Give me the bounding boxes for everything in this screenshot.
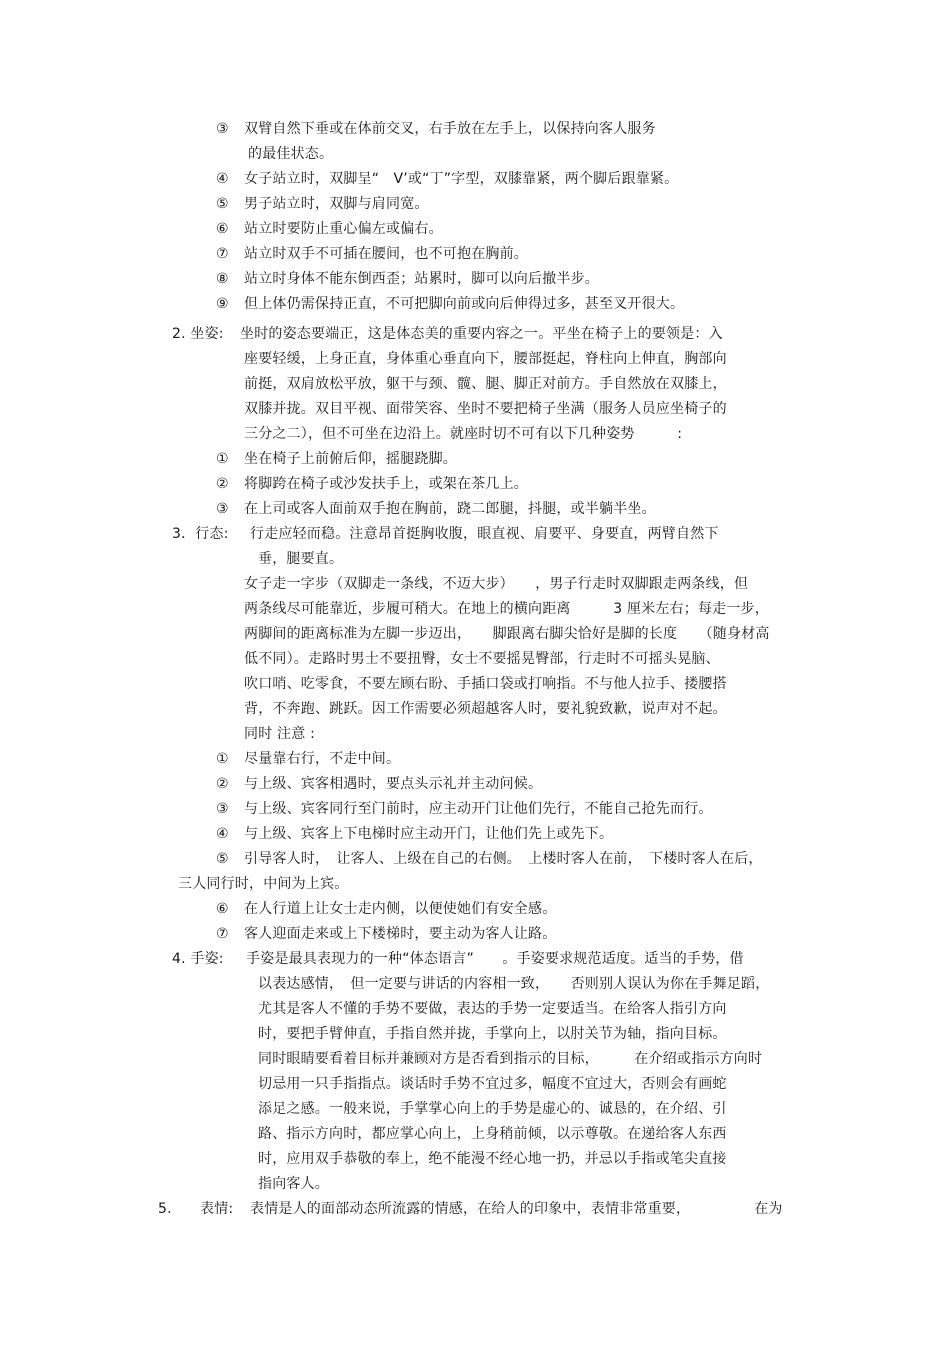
item-number: ④ [216,171,229,187]
item-number: ⑤ [216,851,229,867]
paragraph-line: 指向客人。 [258,1176,329,1192]
paragraph-line: 三分之二），但不可坐在边沿上。就座时切不可有以下几种姿势 : [244,426,683,442]
item-number: ① [216,751,229,767]
item-number: ⑦ [216,926,229,942]
list-item-text: 客人迎面走来或上下楼梯时，要主动为客人让路。 [244,926,557,942]
list-item-text: 在上司或客人面前双手抱在胸前，跷二郎腿，抖腿，或半躺半坐。 [244,501,656,517]
item-number: ③ [216,121,229,137]
paragraph-line: 三人同行时，中间为上宾。 [178,876,349,892]
item-number: ⑤ [216,196,229,212]
section-heading: 4. 手姿: [172,951,224,967]
list-item-text: 在人行道上让女士走内侧，以便使她们有安全感。 [244,901,557,917]
paragraph-line: 吹口哨、吃零食，不要左顾右盼、手插口袋或打响指。不与他人拉手、搂腰搭 [244,676,727,692]
paragraph-line: 切忌用一只手指指点。谈话时手势不宜过多，幅度不宜过大，否则会有画蛇 [258,1076,727,1092]
item-number: ② [216,476,229,492]
list-item-text: 双臂自然下垂或在体前交叉，右手放在左手上，以保持向客人服务 [244,121,656,137]
paragraph-line: 前挺，双肩放松平放，躯干与颈、髋、腿、脚正对前方。手自然放在双膝上， [244,376,727,392]
paragraph-line: 女子走一字步（双脚走一条线，不迈大步） ，男子行走时双脚跟走两条线，但 [244,576,749,592]
paragraph-line: 两条线尽可能靠近，步履可稍大。在地上的横向距离 3 厘米左右；每走一步， [244,601,769,617]
item-number: ① [216,451,229,467]
paragraph-line: 行走应轻而稳。注意昂首挺胸收腹，眼直视、肩要平、身要直，两臂自然下 [250,526,719,542]
list-item-text: 但上体仍需保持正直，不可把脚向前或向后伸得过多，甚至叉开很大。 [244,296,685,312]
list-item-text: 站立时身体不能东倒西歪；站累时，脚可以向后撤半步。 [244,271,599,287]
list-item-text: 引导客人时， 让客人、上级在自己的右侧。 上楼时客人在前， 下楼时客人在后， [244,851,763,867]
list-item-text: 与上级、宾客上下电梯时应主动开门，让他们先上或先下。 [244,826,614,842]
paragraph-line: 低不同）。走路时男士不要扭臀，女士不要摇晃臀部，行走时不可摇头晃脑、 [244,651,720,667]
paragraph-line: 以表达感情， 但一定要与讲话的内容相一致， 否则别人误认为你在手舞足蹈， [258,976,770,992]
paragraph-line: 座要轻缓，上身正直，身体重心垂直向下，腰部挺起，脊柱向上伸直，胸部向 [244,351,727,367]
section-heading: 表情: [200,1201,234,1217]
paragraph-line: 尤其是客人不懂的手势不要做，表达的手势一定要适当。在给客人指引方向 [258,1001,727,1017]
list-item-text: 尽量靠右行，不走中间。 [244,751,401,767]
paragraph-line: 手姿是最具表现力的一种“体态语言” 。手姿要求规范适度。适当的手势，借 [246,951,744,967]
paragraph-line: 两脚间的距离标准为左脚一步迈出， 脚跟离右脚尖恰好是脚的长度 （随身材高 [244,626,770,642]
item-number: ⑥ [216,221,229,237]
section-number: 5. [158,1201,172,1217]
item-number: ⑦ [216,246,229,262]
list-item-text: 将脚跨在椅子或沙发扶手上，或架在茶几上。 [244,476,528,492]
paragraph-line: 背，不奔跑、跳跃。因工作需要必须超越客人时，要礼貌致歉，说声对不起。 [244,701,727,717]
paragraph-line: 同时 注意 : [244,726,316,742]
list-item-text: 的最佳状态。 [248,146,334,162]
list-item-text: 与上级、宾客相遇时，要点头示礼并主动问候。 [244,776,543,792]
paragraph-line: 时，应用双手恭敬的奉上，绝不能漫不经心地一扔，并忌以手指或笔尖直接 [258,1151,727,1167]
paragraph-line: 同时眼睛要看着目标并兼顾对方是否看到指示的目标， 在介绍或指示方向时 [258,1051,763,1067]
section-heading: 3．行态: [172,526,229,542]
item-number: ⑧ [216,271,229,287]
item-number: ③ [216,501,229,517]
list-item-text: 坐在椅子上前俯后仰，摇腿跷脚。 [244,451,457,467]
item-number: ⑥ [216,901,229,917]
list-item-text: 站立时要防止重心偏左或偏右。 [244,221,443,237]
paragraph-line: 表情是人的面部动态所流露的情感，在给人的印象中，表情非常重要， 在为 [250,1201,783,1217]
item-number: ③ [216,801,229,817]
list-item-text: 站立时双手不可插在腰间，也不可抱在胸前。 [244,246,528,262]
paragraph-line: 时，要把手臂伸直，手指自然并拢，手掌向上，以肘关节为轴，指向目标。 [258,1026,727,1042]
paragraph-line: 路、指示方向时，都应掌心向上，上身稍前倾，以示尊敬。在递给客人东西 [258,1126,727,1142]
paragraph-line: 垂，腿要直。 [258,551,344,567]
list-item-text: 女子站立时，双脚呈“ V’或“丁”字型，双膝靠紧，两个脚后跟靠紧。 [244,171,679,187]
item-number: ⑨ [216,296,229,312]
list-item-text: 男子站立时，双脚与肩同宽。 [244,196,429,212]
paragraph-line: 双膝并拢。双目平视、面带笑容、坐时不要把椅子坐满（服务人员应坐椅子的 [244,401,727,417]
paragraph-line: 坐时的姿态要端正，这是体态美的重要内容之一。平坐在椅子上的要领是：入 [240,326,723,342]
paragraph-line: 添足之感。一般来说，手掌掌心向上的手势是虚心的、诚恳的，在介绍、引 [258,1101,727,1117]
list-item-text: 与上级、宾客同行至门前时，应主动开门让他们先行，不能自己抢先而行。 [244,801,713,817]
item-number: ④ [216,826,229,842]
item-number: ② [216,776,229,792]
section-heading: 2. 坐姿: [172,326,224,342]
